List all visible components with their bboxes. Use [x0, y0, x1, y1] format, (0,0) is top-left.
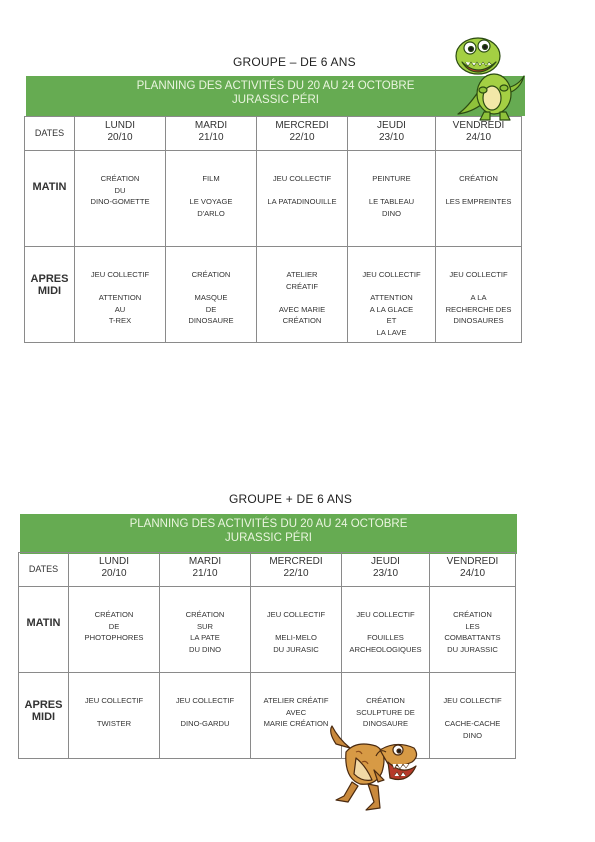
- activity-line: LES: [465, 621, 480, 631]
- day-name: LUNDI: [104, 120, 135, 131]
- activity-line: DINO-GARDU: [180, 719, 230, 728]
- activity-cell: [430, 673, 516, 759]
- day-date: 23/10: [372, 568, 399, 579]
- day-name: MERCREDI: [269, 556, 323, 567]
- activity-line: JEU COLLECTIF: [175, 696, 235, 705]
- day-name: LUNDI: [98, 556, 129, 567]
- activity-cell: [251, 587, 342, 673]
- activity-line: [168, 185, 254, 197]
- activity-line: JEU COLLECTIF: [356, 610, 415, 619]
- day-name: VENDREDI: [452, 120, 505, 131]
- activity-line: JEU COLLECTIF: [449, 270, 508, 279]
- activity-line: [344, 621, 427, 633]
- row-label-line: MIDI: [31, 711, 56, 723]
- activity-line: A LA GLACE: [369, 304, 414, 314]
- activity-cell: [75, 247, 166, 343]
- activity-line: LE VOYAGE: [189, 197, 233, 206]
- header-row: [19, 553, 516, 587]
- activity-line: DU: [114, 185, 126, 195]
- activity-cell: [69, 587, 160, 673]
- activity-line: MELI-MELO: [275, 633, 317, 642]
- planning-banner: [20, 514, 517, 554]
- activity-line: AVEC: [285, 707, 307, 717]
- activity-line: [438, 185, 519, 197]
- day-header: [342, 553, 430, 587]
- activity-line: DINO-GOMETTE: [90, 197, 150, 206]
- activity-line: JEU COLLECTIF: [272, 174, 332, 183]
- row-label-line: MATIN: [32, 181, 67, 193]
- day-date: 23/10: [378, 132, 405, 143]
- day-date: 20/10: [107, 132, 133, 143]
- activity-line: DINO: [382, 208, 401, 218]
- activity-line: [168, 281, 254, 293]
- activity-line: JEU COLLECTIF: [266, 610, 326, 619]
- day-header: [166, 117, 257, 151]
- day-header: [251, 553, 342, 587]
- activity-line: CRÉATION: [100, 174, 140, 183]
- activity-line: [259, 292, 345, 304]
- activity-line: CRÉATION: [453, 610, 492, 619]
- table-row: [25, 151, 522, 247]
- activity-line: RECHERCHE DES: [445, 304, 512, 314]
- activity-line: ATTENTION: [98, 293, 142, 302]
- activity-line: LE TABLEAU: [368, 197, 415, 206]
- activity-line: DU JURASSIC: [447, 644, 498, 654]
- activity-cell: [69, 673, 160, 759]
- day-date: 21/10: [198, 132, 224, 143]
- activity-line: AU: [114, 304, 126, 314]
- dates-label: DATES: [19, 553, 69, 587]
- row-label-line: APRES: [30, 273, 69, 285]
- day-header: [430, 553, 516, 587]
- activity-line: [438, 281, 519, 293]
- activity-line: LA LAVE: [376, 327, 407, 337]
- row-label-line: APRES: [24, 699, 63, 711]
- activity-line: ATELIER: [286, 270, 318, 279]
- activity-line: ATELIER CRÉATIF: [263, 696, 329, 705]
- activity-cell: [348, 151, 436, 247]
- activity-line: COMBATTANTS: [444, 633, 501, 642]
- activity-line: CRÉATION: [282, 316, 322, 325]
- activity-cell: [160, 673, 251, 759]
- activity-line: [162, 707, 248, 719]
- activity-line: [71, 707, 157, 719]
- day-name: MARDI: [188, 556, 222, 567]
- raptor-dinosaur-icon: [326, 722, 422, 814]
- activity-line: [350, 185, 433, 197]
- day-header: [348, 117, 436, 151]
- activity-line: SUR: [196, 621, 214, 631]
- banner-subtitle: JURASSIC PÉRI: [232, 94, 319, 106]
- activity-cell: [257, 247, 348, 343]
- day-date: 20/10: [101, 568, 127, 579]
- activity-cell: [436, 151, 522, 247]
- row-label: [19, 587, 69, 673]
- activity-line: [432, 707, 513, 719]
- row-label-line: MIDI: [37, 285, 62, 297]
- activity-line: PHOTOPHORES: [84, 633, 144, 642]
- activity-line: DU DINO: [188, 644, 222, 654]
- green-dinosaur-icon: [448, 32, 528, 122]
- activity-line: [259, 185, 345, 197]
- activity-cell: [160, 587, 251, 673]
- activity-line: LA PATE: [190, 633, 220, 642]
- activity-cell: [342, 587, 430, 673]
- group-title: GROUPE – DE 6 ANS: [233, 55, 356, 69]
- day-name: JEUDI: [377, 120, 406, 131]
- activity-line: MARIE CRÉATION: [263, 719, 329, 728]
- activity-line: [77, 281, 163, 293]
- activity-line: [350, 281, 433, 293]
- activity-line: DINO: [463, 730, 482, 740]
- activity-line: ATTENTION: [370, 293, 413, 302]
- banner-title: PLANNING DES ACTIVITÉS DU 20 AU 24 OCTOBRE: [129, 518, 408, 530]
- activity-line: LA PATADINOUILLE: [267, 197, 337, 206]
- day-name: JEUDI: [371, 556, 400, 567]
- activity-line: CRÉATION: [94, 610, 134, 619]
- activity-line: FILM: [202, 174, 220, 183]
- activity-line: CRÉATION: [191, 270, 231, 279]
- day-header: [160, 553, 251, 587]
- activity-cell: [166, 247, 257, 343]
- table-row: [19, 587, 516, 673]
- activity-line: FOUILLES: [367, 633, 404, 642]
- activity-line: MASQUE: [194, 293, 228, 302]
- day-date: 22/10: [283, 568, 309, 579]
- day-name: MERCREDI: [275, 120, 329, 131]
- header-row: [25, 117, 522, 151]
- activity-line: DINOSAURE: [362, 719, 409, 728]
- activity-line: DE: [108, 621, 120, 631]
- activity-line: AVEC MARIE: [278, 304, 326, 314]
- activity-line: T-REX: [108, 316, 132, 325]
- activity-line: JEU COLLECTIF: [362, 270, 421, 279]
- activity-line: ET: [386, 316, 397, 325]
- row-label: [19, 673, 69, 759]
- day-date: 24/10: [459, 568, 486, 579]
- activity-line: A LA: [470, 293, 487, 302]
- schedule-table: [24, 116, 522, 343]
- activity-line: DU JURASIC: [273, 644, 319, 654]
- activity-line: ARCHEOLOGIQUES: [349, 644, 422, 654]
- activity-line: TWISTER: [96, 719, 132, 728]
- activity-line: D'ARLO: [197, 208, 225, 218]
- activity-line: JEU COLLECTIF: [84, 696, 144, 705]
- day-header: [257, 117, 348, 151]
- day-name: MARDI: [194, 120, 228, 131]
- day-name: VENDREDI: [446, 556, 499, 567]
- day-date: 21/10: [192, 568, 218, 579]
- activity-line: CRÉATION: [459, 174, 498, 183]
- activity-line: JEU COLLECTIF: [90, 270, 150, 279]
- activity-line: DINOSAURES: [453, 316, 504, 325]
- activity-line: DE: [205, 304, 217, 314]
- dates-label: DATES: [25, 117, 75, 151]
- row-label: [25, 151, 75, 247]
- table-row: [25, 247, 522, 343]
- activity-cell: [430, 587, 516, 673]
- group-title: GROUPE + DE 6 ANS: [229, 492, 353, 506]
- day-date: 22/10: [289, 132, 315, 143]
- banner-title: PLANNING DES ACTIVITÉS DU 20 AU 24 OCTOBRE: [136, 80, 415, 92]
- schedule-table: [18, 552, 516, 759]
- activity-cell: [436, 247, 522, 343]
- table-row: [19, 673, 516, 759]
- activity-line: LES EMPREINTES: [445, 197, 512, 206]
- day-date: 24/10: [465, 132, 492, 143]
- activity-line: CRÉATION: [366, 696, 405, 705]
- activity-cell: [75, 151, 166, 247]
- activity-line: PEINTURE: [372, 174, 411, 183]
- activity-line: JEU COLLECTIF: [443, 696, 502, 705]
- activity-line: DINOSAURE: [188, 316, 234, 325]
- activity-line: CACHE-CACHE: [444, 719, 501, 728]
- activity-cell: [257, 151, 348, 247]
- activity-line: SCULPTURE DE: [356, 707, 415, 717]
- activity-line: CRÉATIF: [286, 281, 318, 291]
- activity-cell: [348, 247, 436, 343]
- day-header: [69, 553, 160, 587]
- activity-line: [253, 621, 339, 633]
- activity-cell: [166, 151, 257, 247]
- day-header: [75, 117, 166, 151]
- activity-line: CRÉATION: [185, 610, 225, 619]
- row-label: [25, 247, 75, 343]
- row-label-line: MATIN: [26, 617, 61, 629]
- banner-subtitle: JURASSIC PÉRI: [225, 532, 312, 544]
